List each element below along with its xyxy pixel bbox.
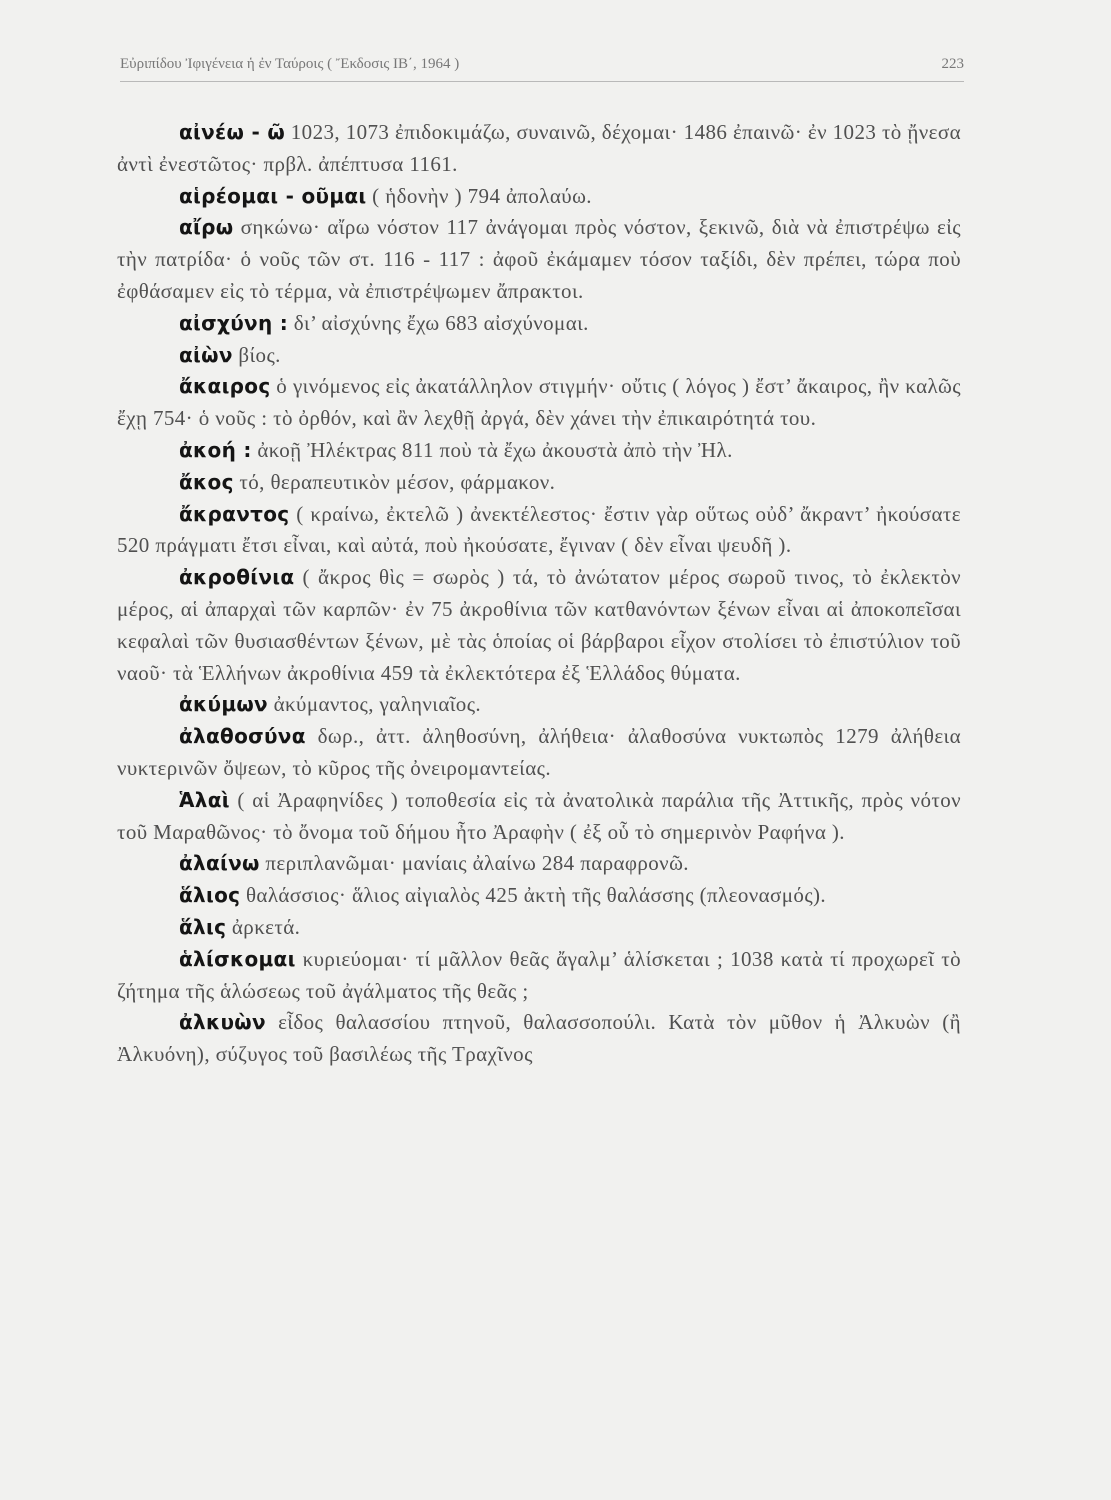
glossary-entry: [117, 721, 961, 785]
entry-text: κυριεύομαι· τί μᾶλλον θεᾶς ἄγαλμ’ ἁλίσκεται ; 1038 κατὰ τί προχωρεῖ τὸ ζήτημα τῆς ἁλώσεως τοῦ ἀγάλματος τῆς θεᾶς ;: [117, 946, 961, 1003]
entry-text: ὁ γινόμενος εἰς ἀκατάλληλον στιγμήν· οὔτις ( λόγος ) ἔστ’ ἄκαιρος, ἢν καλῶς ἔχῃ 754· ὁ νοῦς : τὸ ὀρθόν, καὶ ἂν λεχθῇ ἀργά, δὲν χάνει τὴν ἐπικαιρότητά του.: [117, 374, 961, 431]
entry-text: σηκώνω· αἴρω νόστον 117 ἀνάγομαι πρὸς νόστον, ξεκινῶ, διὰ νὰ ἐπιστρέψω εἰς τὴν πατρίδα· ὁ νοῦς τῶν στ. 116 - 117 : ἀφοῦ ἐκάμαμεν τόσον ταξίδι, δὲν πρέπει, τώρα ποὺ ἐφθάσαμεν εἰς τὸ τέρμα, νὰ ἐπιστρέψωμεν ἄπρακτοι.: [117, 215, 961, 303]
glossary-entry: [117, 785, 961, 849]
glossary-entry: [117, 435, 961, 467]
entry-text: ἀρκετά.: [231, 914, 301, 939]
entry-text: ἀκύμαντος, γαληνιαῖος.: [273, 692, 482, 717]
entry-headword: αἰὼν: [179, 342, 233, 367]
glossary-entry: [117, 117, 961, 181]
entry-text: περιπλανῶμαι· μανίαις ἀλαίνω 284 παραφρονῶ.: [265, 851, 689, 876]
entry-text: ( ἡδονὴν ) 794 ἀπολαύω.: [372, 183, 592, 208]
glossary-entry: [117, 340, 961, 372]
entry-headword: ἀλαθοσύνα: [179, 724, 306, 749]
glossary-entry: [117, 848, 961, 880]
glossary-entry: [117, 371, 961, 435]
entry-text: θαλάσσιος· ἅλιος αἰγιαλὸς 425 ἀκτὴ τῆς θαλάσσης (πλεονασμός).: [245, 883, 827, 908]
entry-headword: ἄκος: [179, 469, 234, 494]
glossary-entry: [117, 912, 961, 944]
entry-text: ( ἄκρος θὶς = σωρὸς ) τά, τὸ ἀνώτατον μέρος σωροῦ τινος, τὸ ἐκλεκτὸν μέρος, αἱ ἀπαρχαὶ τῶν καρπῶν· ἐν 75 ἀκροθίνια τῶν κατθανόντων ξένων εἶναι αἱ ἀποκοπεῖσαι κεφαλαὶ τῶν θυσιασθέντων ξένων, μὲ τὰς ὁποίας οἱ βάρβαροι εἶχον στολίσει τὸ ἐπιστύλιον τοῦ ναοῦ· τὰ Ἑλλήνων ἀκροθίνια 459 τὰ ἐκλεκτότερα ἐξ Ἑλλάδος θύματα.: [117, 565, 961, 685]
entry-headword: ἁλίσκομαι: [179, 946, 296, 971]
entry-headword: ἄκραντος: [179, 501, 290, 526]
entry-headword: ἀκοή :: [179, 437, 252, 462]
entry-text: ( αἱ Ἀραφηνίδες ) τοποθεσία εἰς τὰ ἀνατολικὰ παράλια τῆς Ἀττικῆς, πρὸς νότον τοῦ Μαραθῶνος· τὸ ὄνομα τοῦ δήμου ἦτο Ἀραφὴν ( ἐξ οὗ τὸ σημερινὸν Ραφήνα ).: [117, 787, 961, 844]
entry-headword: Ἁλαὶ: [179, 787, 230, 812]
entry-headword: αἴρω: [179, 215, 234, 240]
running-header: [120, 56, 964, 82]
entry-headword: ἀλκυὼν: [179, 1010, 266, 1035]
entry-text: ἀκοῇ Ἠλέκτρας 811 ποὺ τὰ ἔχω ἀκουστὰ ἀπὸ τὴν Ἠλ.: [257, 437, 733, 462]
glossary-entry: [117, 499, 961, 563]
entry-text: δωρ., ἀττ. ἀληθοσύνη, ἀλήθεια· ἀλαθοσύνα νυκτωπὸς 1279 ἀλήθεια νυκτερινῶν ὄψεων, τὸ κῦρος τῆς ὀνειρομαντείας.: [117, 724, 962, 780]
glossary-entry: [117, 467, 961, 499]
entry-headword: ἅλις: [179, 914, 227, 939]
entry-text: 1023, 1073 ἐπιδοκιμάζω, συναινῶ, δέχομαι· 1486 ἐπαινῶ· ἐν 1023 τὸ ᾔνεσα ἀντὶ ἐνεστῶτος· πρβλ. ἀπέπτυσα 1161.: [117, 120, 961, 176]
entry-headword: ἀκύμων: [179, 692, 268, 717]
entry-text: εἶδος θαλασσίου πτηνοῦ, θαλασσοπούλι. Κατὰ τὸν μῦθον ἡ Ἀλκυὼν (ἢ Ἀλκυόνη), σύζυγος τοῦ βασιλέως τῆς Τραχῖνος: [117, 1010, 961, 1067]
entry-headword: αἱρέομαι - οῦμαι: [179, 183, 367, 208]
running-title: Εὐριπίδου Ἰφιγένεια ἡ ἐν Ταύροις ( Ἔκδοσις ΙΒ΄, 1964 ): [120, 56, 460, 72]
entry-headword: αἰσχύνη :: [179, 310, 289, 335]
entry-text: δι’ αἰσχύνης ἔχω 683 αἰσχύνομαι.: [293, 310, 589, 335]
entry-text: ( κραίνω, ἐκτελῶ ) ἀνεκτέλεστος· ἔστιν γὰρ οὕτως οὐδ’ ἄκραντ’ ἠκούσατε 520 πράγματι ἔτσι εἶναι, καὶ αὐτά, ποὺ ἠκούσατε, ἔγιναν ( δὲν εἶναι ψευδῆ ).: [117, 501, 961, 558]
glossary-entry: [117, 562, 961, 689]
entry-headword: ἄκαιρος: [179, 374, 271, 399]
entry-text: τό, θεραπευτικὸν μέσον, φάρμακον.: [239, 469, 556, 494]
glossary-entry: [117, 689, 961, 721]
glossary-entry: [117, 880, 961, 912]
entry-headword: ἅλιος: [179, 883, 241, 908]
entry-headword: ἀλαίνω: [179, 851, 260, 876]
glossary-entry: [117, 212, 961, 307]
entry-headword: ἀκροθίνια: [179, 565, 295, 590]
glossary-body: [117, 117, 961, 1071]
glossary-entry: [117, 308, 961, 340]
entry-text: βίος.: [238, 342, 281, 367]
glossary-entry: [117, 181, 961, 213]
glossary-entry: [117, 944, 961, 1008]
page-number: 223: [941, 56, 964, 72]
glossary-entry: [117, 1007, 961, 1071]
entry-headword: αἰνέω - ῶ: [179, 120, 286, 144]
